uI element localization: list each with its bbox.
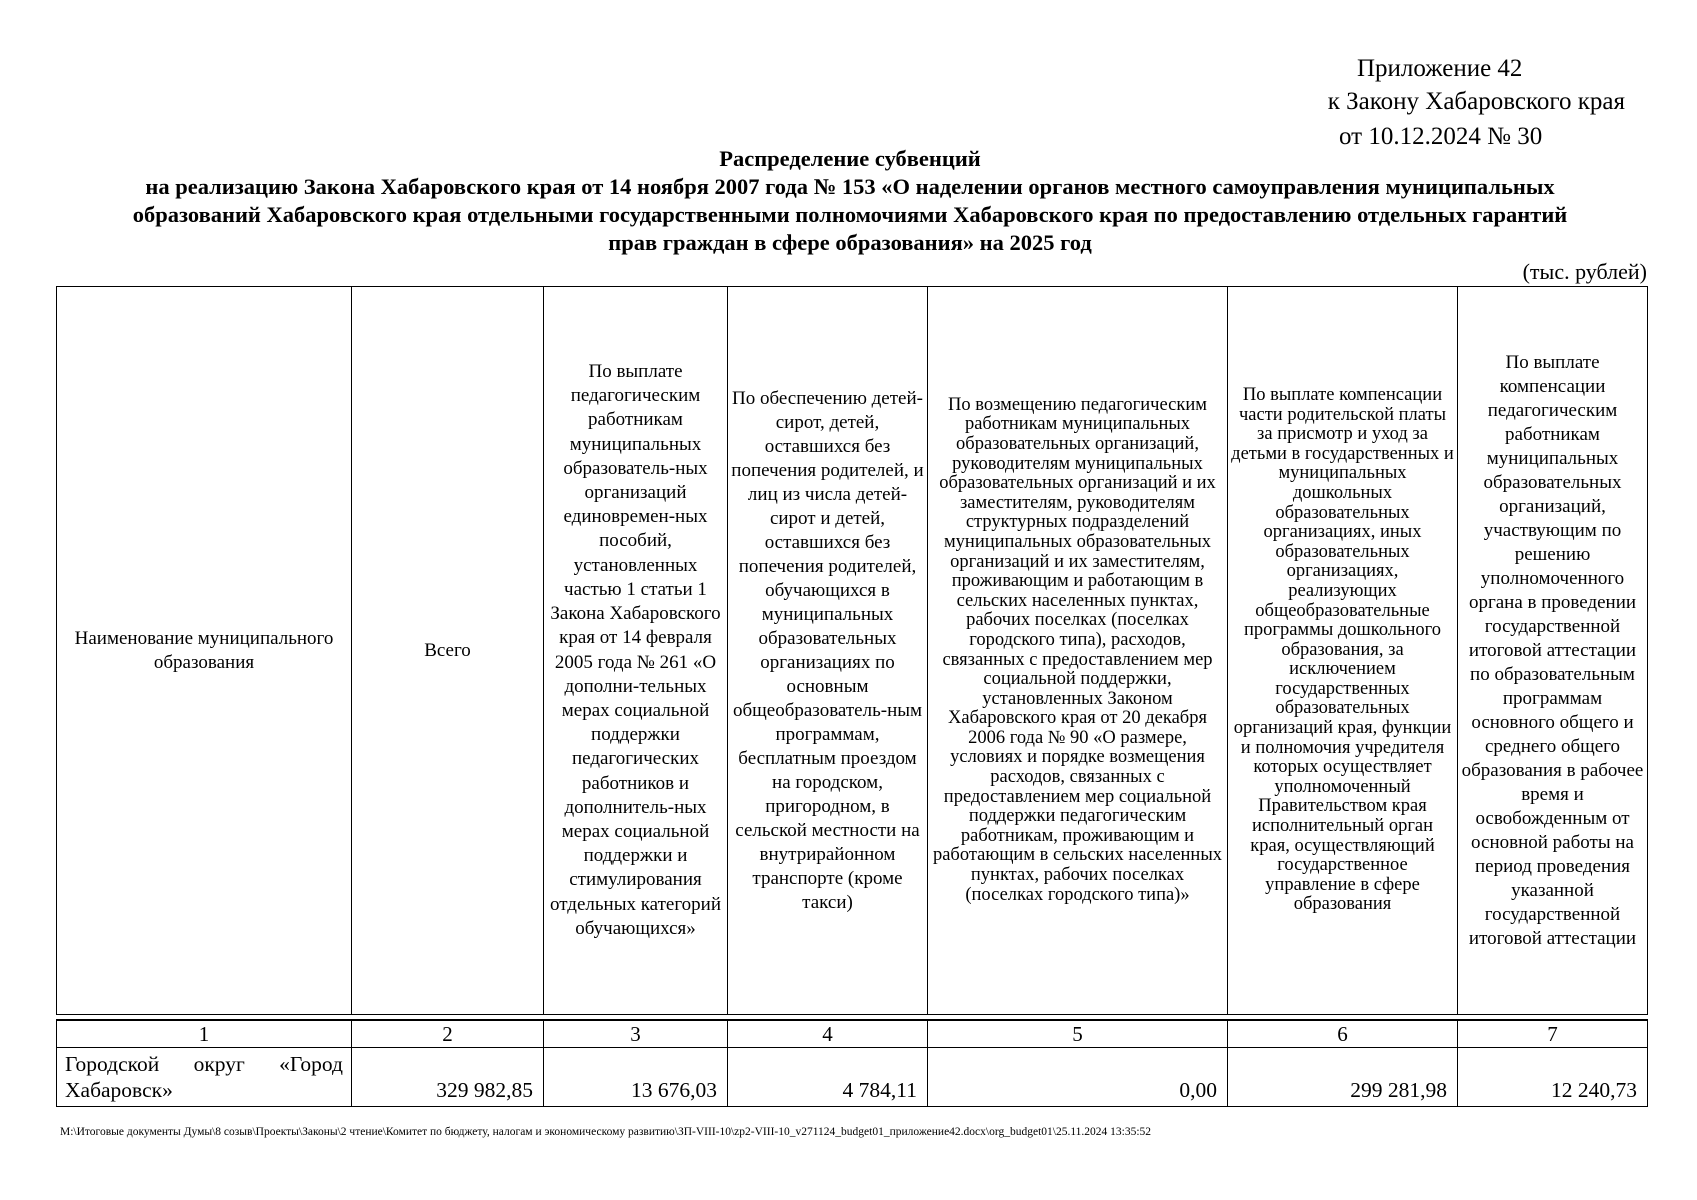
column-number-row xyxy=(57,1020,1648,1048)
appendix-block xyxy=(1285,52,1625,153)
column-number: 4 xyxy=(728,1020,928,1048)
value-parental-fee-compensation: 299 281,98 xyxy=(1228,1048,1458,1107)
file-path-footer: M:\Итоговые документы Думы\8 созыв\Проекты\Законы\2 чтение\Комитет по бюджету, налогам и экономическому развитию\ЗП-VIII-10\zp2-VIII-10_v271124_budget01_приложение42.docx\org_budget01\25.11.2024 13:35:52 xyxy=(60,1126,1152,1138)
municipality-name: Городской округ «Город Хабаровск» xyxy=(57,1048,352,1107)
table-row xyxy=(57,1048,1648,1107)
title-line: на реализацию Закона Хабаровского края от 14 ноября 2007 года № 153 «О наделении органов местного самоуправления муниципальных xyxy=(145,174,1555,199)
subsidy-table xyxy=(56,286,1648,1107)
value-exam-compensation: 12 240,73 xyxy=(1458,1048,1648,1107)
appendix-number: Приложение 42 xyxy=(1357,55,1523,82)
appendix-law-ref: к Закону Хабаровского края xyxy=(1327,88,1625,115)
title-line: прав граждан в сфере образования» на 2025 год xyxy=(608,230,1092,255)
header-municipality: Наименование муниципального образования xyxy=(57,287,352,1015)
title-line: Распределение субвенций xyxy=(719,146,981,171)
column-number: 5 xyxy=(928,1020,1228,1048)
header-total: Всего xyxy=(352,287,544,1015)
column-number: 1 xyxy=(57,1020,352,1048)
header-orphan-transport: По обеспечению детей-сирот, детей, оставшихся без попечения родителей, и лиц из числа детей-сирот и детей, оставшихся без попечения родителей, обучающихся в муниципальных образовательных организациях по основным общеобразователь-ным программам, бесплатным проездом на городском, пригородном, в сельской местности на внутрирайонном транспорте (кроме такси) xyxy=(728,287,928,1015)
value-total: 329 982,85 xyxy=(352,1048,544,1107)
header-one-time-benefits: По выплате педагогическим работникам муниципальных образователь-ных организаций единовремен-ных пособий, установленных частью 1 статьи 1 Закона Хабаровского края от 14 февраля 2005 года № 261 «О дополни-тельных мерах социальной поддержки педагогических работников и дополнитель-ных мерах социальной поддержки и стимулирования отдельных категорий обучающихся» xyxy=(544,287,728,1015)
table-header-row xyxy=(57,287,1648,1015)
title-line: образований Хабаровского края отдельными государственными полномочиями Хабаровского края по предоставлению отдельных гарантий xyxy=(132,202,1568,227)
value-one-time-benefits: 13 676,03 xyxy=(544,1048,728,1107)
header-rural-teachers: По возмещению педагогическим работникам муниципальных образовательных организаций, руководителям муниципальных образовательных организаций и их заместителям, руководителям структурных подразделений муниципальных образовательных организаций и их заместителям, проживающим и работающим в сельских населенных пунктах, рабочих поселках (поселках городского типа), расходов, связанных с предоставлением мер социальной поддержки, установленных Законом Хабаровского края от 20 декабря 2006 года № 90 «О размере, условиях и порядке возмещения расходов, связанных с предоставлением мер социальной поддержки педагогическим работникам, проживающим и работающим в сельских населенных пунктах, рабочих поселках (поселках городского типа)» xyxy=(928,287,1228,1015)
value-rural-teachers: 0,00 xyxy=(928,1048,1228,1107)
column-number: 7 xyxy=(1458,1020,1648,1048)
appendix-date: от 10.12.2024 № 30 xyxy=(1339,123,1543,150)
document-title xyxy=(60,145,1640,257)
value-orphan-transport: 4 784,11 xyxy=(728,1048,928,1107)
column-number: 6 xyxy=(1228,1020,1458,1048)
column-number: 3 xyxy=(544,1020,728,1048)
header-parental-fee-compensation: По выплате компенсации части родительской платы за присмотр и уход за детьми в государственных и муниципальных дошкольных образовательных организациях, иных образовательных организациях, реализующих общеобразовательные программы дошкольного образования, за исключением государственных образовательных организаций края, функции и полномочия учредителя которых осуществляет уполномоченный Правительством края исполнительный орган края, осуществляющий государственное управление в сфере образования xyxy=(1228,287,1458,1015)
units-label: (тыс. рублей) xyxy=(1522,259,1647,284)
column-number: 2 xyxy=(352,1020,544,1048)
header-exam-compensation: По выплате компенсации педагогическим работникам муниципальных образовательных организаций, участвующим по решению уполномоченного органа в проведении государственной итоговой аттестации по образовательным программам основного общего и среднего общего образования в рабочее время и освобожденным от основной работы на период проведения указанной государственной итоговой аттестации xyxy=(1458,287,1648,1015)
